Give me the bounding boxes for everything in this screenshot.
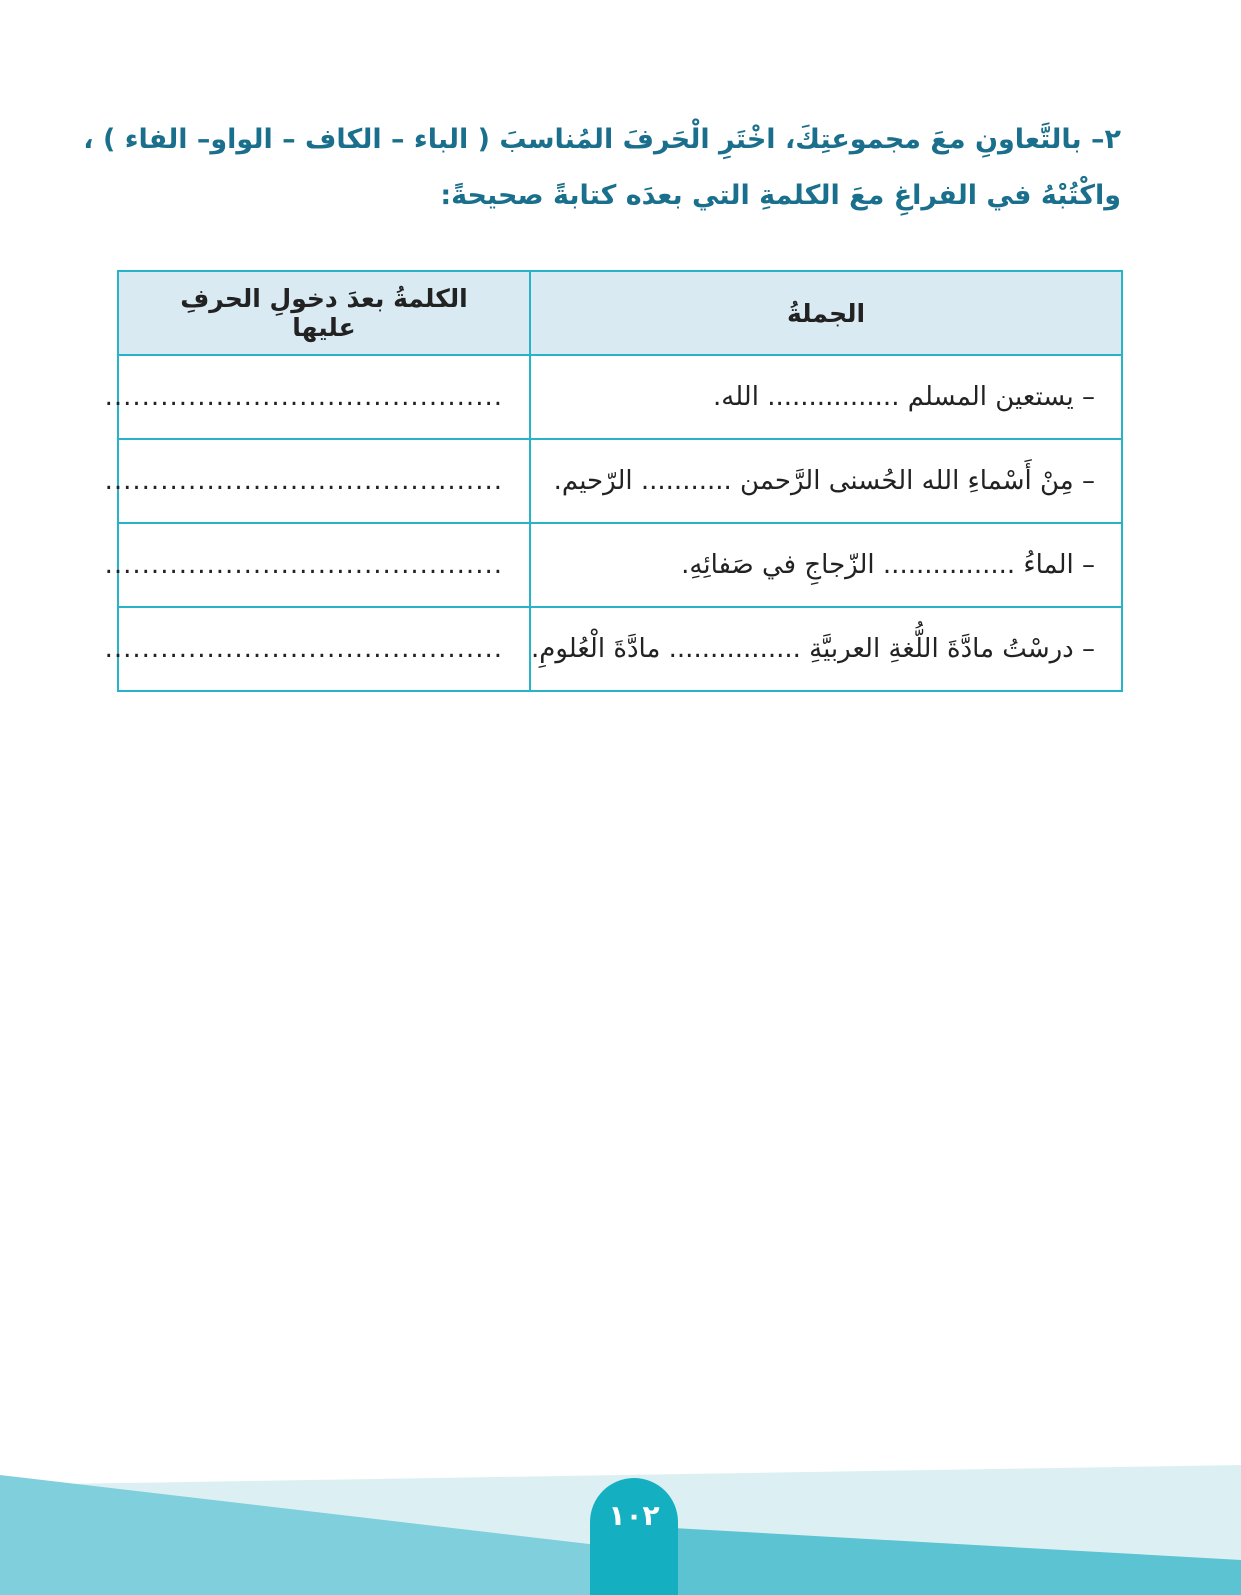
instructions-line-2: واكْتُبْهُ في الفراغِ معَ الكلمةِ التي بعدَه كتابةً صحيحةً: <box>440 180 1121 211</box>
table-row <box>118 523 1122 607</box>
sentence-cell: – درسْتُ مادَّةَ اللُّغةِ العربيَّةِ ................ مادَّةَ الْعُلومِ. <box>530 607 1122 691</box>
page-number-tab <box>590 1478 678 1595</box>
answer-blank[interactable]: ........................................... <box>118 523 530 607</box>
instructions-line-1: ٢– بالتَّعاونِ معَ مجموعتِكَ، اخْتَرِ الْحَرفَ المُناسبَ ( الباء – الكاف – الواو– الفاء ) ، <box>83 124 1121 155</box>
table-row <box>118 439 1122 523</box>
answer-blank[interactable]: ........................................... <box>118 439 530 523</box>
answer-blank[interactable]: ........................................... <box>118 355 530 439</box>
table-row <box>118 607 1122 691</box>
answer-blank[interactable]: ........................................... <box>118 607 530 691</box>
header-sentence: الجملةُ <box>530 271 1122 355</box>
header-word: الكلمةُ بعدَ دخولِ الحرفِ عليها <box>118 271 530 355</box>
sentence-cell: – يستعين المسلم ................ الله. <box>530 355 1122 439</box>
table-header-row <box>118 271 1122 355</box>
sentence-cell: – الماءُ ................ الزّجاجِ في صَفائِهِ. <box>530 523 1122 607</box>
exercise-table <box>104 270 1123 692</box>
table-row <box>118 355 1122 439</box>
page-number: ١٠٢ <box>608 1499 660 1532</box>
sentence-cell: – مِنْ أَسْماءِ الله الحُسنى الرَّحمن ........... الرّحيم. <box>530 439 1122 523</box>
exercise-instructions <box>83 112 1121 224</box>
